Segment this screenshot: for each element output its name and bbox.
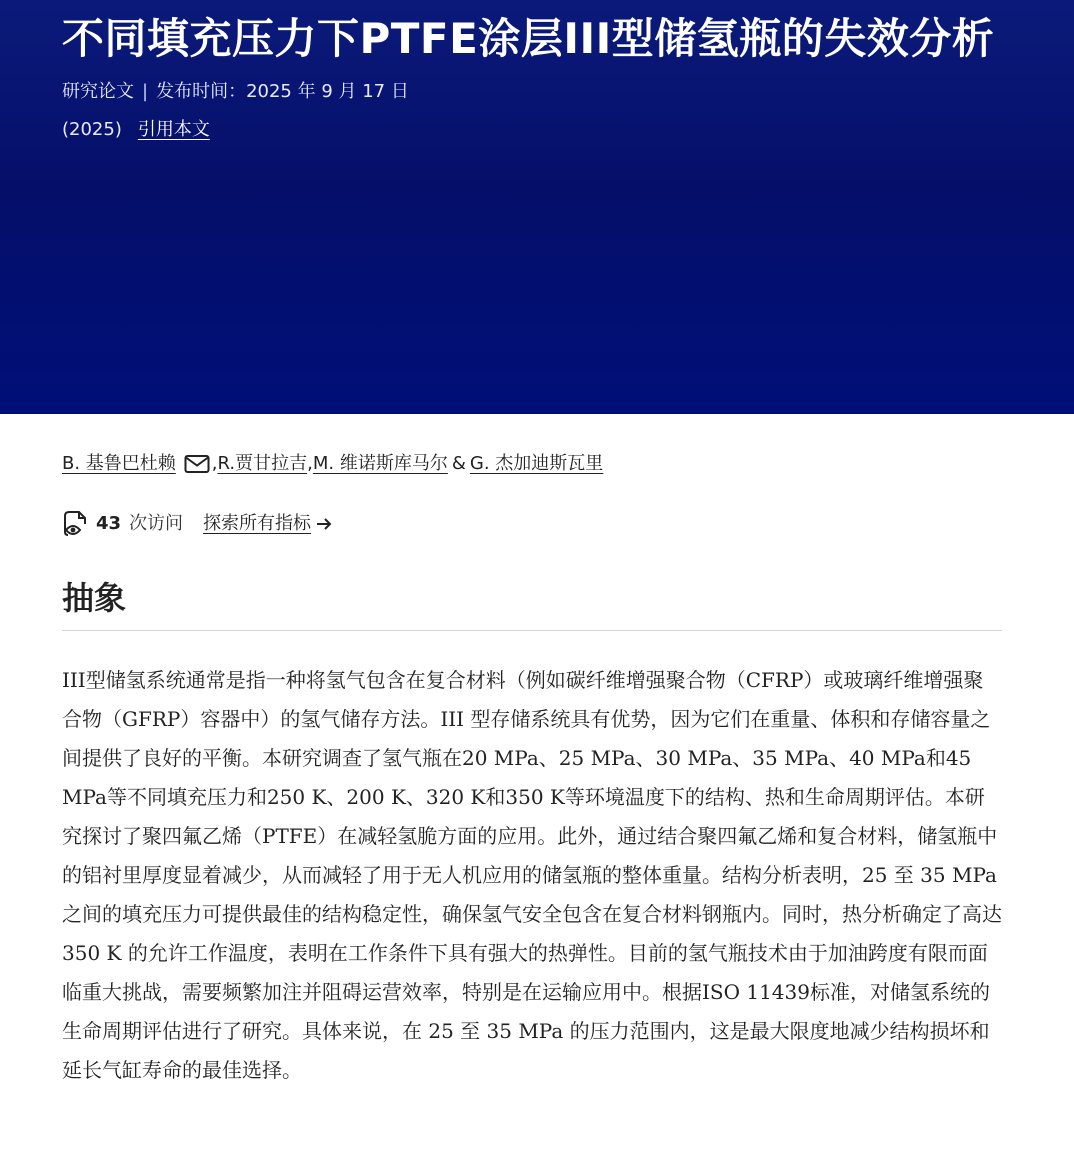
author-link-3[interactable]: M. 维诺斯库马尔	[312, 453, 448, 474]
view-count-label: 次访问	[129, 513, 184, 534]
mail-icon[interactable]	[184, 454, 210, 474]
explore-metrics-link[interactable]: 探索所有指标	[203, 513, 312, 534]
author-link-1[interactable]: B. 基鲁巴杜赖	[62, 453, 176, 474]
author-link-2[interactable]: R.贾甘拉吉	[217, 453, 308, 474]
arrow-right-icon[interactable]	[315, 515, 333, 533]
article-meta	[62, 80, 1012, 104]
article-year: (2025)	[62, 119, 122, 140]
author-comma: ,	[307, 453, 313, 474]
article-metrics	[62, 510, 1012, 538]
author-list	[62, 450, 1012, 478]
meta-separator: |	[142, 81, 149, 102]
view-count: 43	[96, 513, 122, 534]
article-citation-line	[62, 118, 1012, 142]
abstract-text: III型储氢系统通常是指一种将氢气包含在复合材料（例如碳纤维增强聚合物（CFRP）或玻璃纤维增强聚合物（GFRP）容器中）的氢气储存方法。III 型存储系统具有优势，因为它们在重量、体积和存储容量之间提供了良好的平衡。本研究调查了氢气瓶在20 MPa、25 MPa、30 MPa、35 MPa、40 MPa和45 MPa等不同填充压力和250 K、200 K、320 K和350 K等环境温度下的结构、热和生命周期评估。本研究探讨了聚四氟乙烯（PTFE）在减轻氢脆方面的应用。此外，通过结合聚四氟乙烯和复合材料，储氢瓶中的铝衬里厚度显着减少，从而减轻了用于无人机应用的储氢瓶的整体重量。结构分析表明，25 至 35 MPa 之间的填充压力可提供最佳的结构稳定性，确保氢气安全包含在复合材料钢瓶内。同时，热分析确定了高达 350 K 的允许工作温度，表明在工作条件下具有强大的热弹性。目前的氢气瓶技术由于加油跨度有限而面临重大挑战，需要频繁加注并阻碍运营效率，特别是在运输应用中。根据ISO 11439标准，对储氢系统的生命周期评估进行了研究。具体来说，在 25 至 35 MPa 的压力范围内，这是最大限度地减少结构损坏和延长气缸寿命的最佳选择。	[62, 668, 1002, 1082]
author-comma: ,	[211, 453, 218, 474]
eye-icon	[62, 510, 90, 538]
article-header	[0, 0, 1074, 414]
author-link-4[interactable]: G. 杰加迪斯瓦里	[469, 453, 604, 474]
article-type: 研究论文	[62, 81, 134, 102]
abstract-heading: 抽象	[62, 576, 1002, 631]
publish-date: 发布时间：2025 年 9 月 17 日	[156, 81, 409, 102]
article-title: 不同填充压力下PTFE涂层III型储氢瓶的失效分析	[62, 14, 995, 63]
article-content	[0, 414, 1074, 1090]
author-ampersand: &	[451, 453, 466, 474]
cite-article-link[interactable]: 引用本文	[137, 119, 210, 140]
